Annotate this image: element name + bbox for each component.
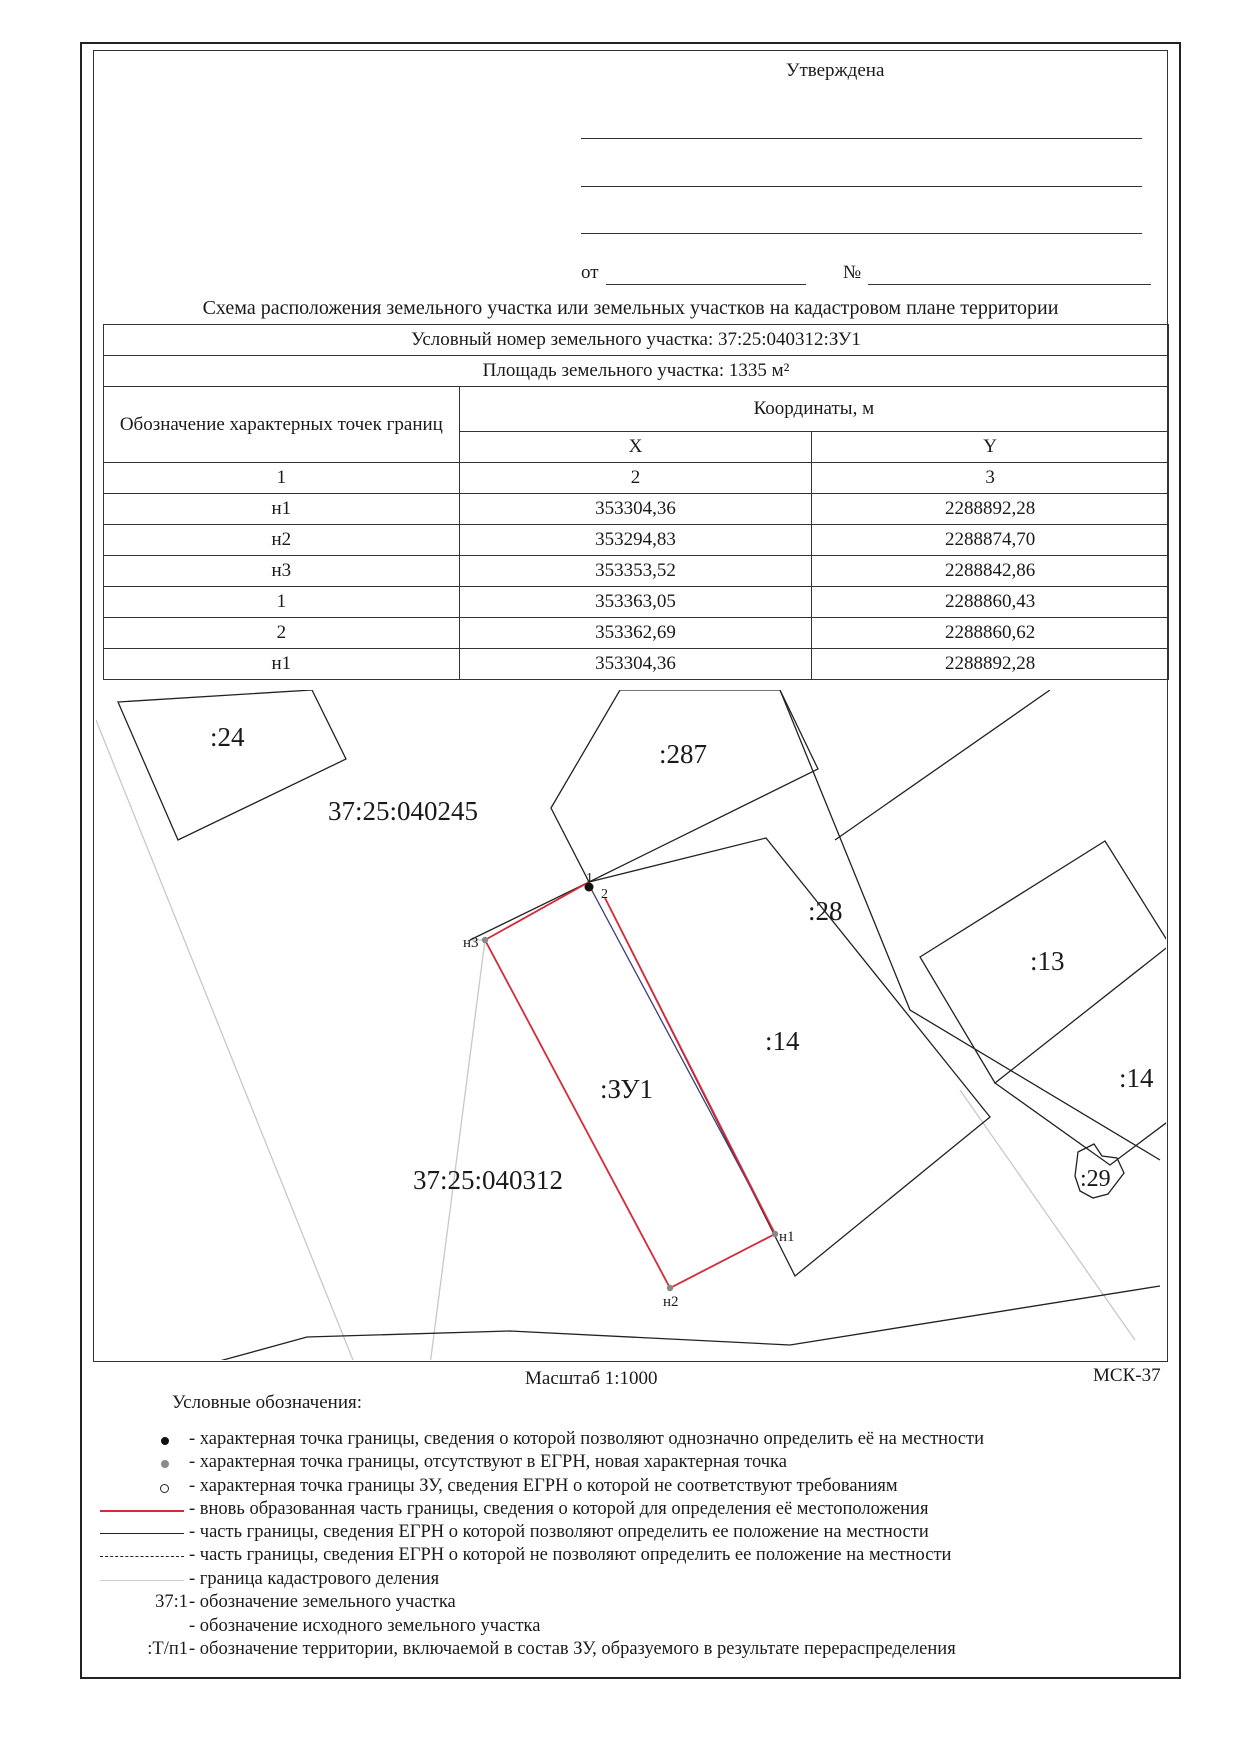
- point-n1-marker: [772, 1231, 778, 1237]
- legend-text: - характерная точка границы ЗУ, сведения ЕГРН о которой не соответствуют требованиям: [189, 1476, 898, 1496]
- coord-x: 353304,36: [459, 649, 812, 680]
- legend-text: - вновь образованная часть границы, сведения о которой для определения её местоположения: [189, 1499, 929, 1519]
- legend-item: [100, 1592, 1180, 1616]
- col-num: 2: [459, 463, 812, 494]
- legend-code: 37:1: [155, 1592, 188, 1612]
- parcel-24-boundary: [118, 690, 346, 840]
- scale-label: Масштаб 1:1000: [525, 1368, 658, 1389]
- col-header-coords: Координаты, м: [459, 387, 1168, 432]
- legend-title: Условные обозначения:: [172, 1392, 363, 1413]
- coord-x: 353353,52: [459, 556, 812, 587]
- table-row: [104, 494, 1169, 525]
- coord-y: 2288842,86: [812, 556, 1169, 587]
- coord-x: 353362,69: [459, 618, 812, 649]
- coordinates-table: [103, 324, 1169, 680]
- number-blank: [868, 284, 1151, 285]
- legend-code: :Т/п1: [147, 1639, 188, 1659]
- quarter-label-040245: 37:25:040245: [328, 796, 479, 826]
- scheme-title: Схема расположения земельного участка или земельных участков на кадастровом плане территории: [202, 297, 1059, 319]
- table-row: [104, 649, 1169, 680]
- parcel-14-boundary: [589, 838, 990, 1276]
- approval-line-3: [581, 233, 1142, 234]
- parcel-label-14: :14: [765, 1026, 800, 1056]
- legend-symbol-dashed-line: [100, 1545, 190, 1569]
- column-number-row: [104, 463, 1169, 494]
- parcel-14b-boundary: [995, 1083, 1166, 1165]
- legend-symbol-grey-line: [100, 1569, 190, 1593]
- legend-item: [100, 1429, 1180, 1453]
- table-row: [104, 525, 1169, 556]
- coord-x: 353304,36: [459, 494, 812, 525]
- point-label-n3: н3: [463, 935, 479, 951]
- point-name: н3: [104, 556, 460, 587]
- legend-item: [100, 1452, 1180, 1476]
- legend-text: - характерная точка границы, отсутствуют в ЕГРН, новая характерная точка: [189, 1452, 787, 1472]
- legend-text: - обозначение территории, включаемой в состав ЗУ, образуемого в результате перераспределения: [189, 1639, 956, 1659]
- legend-item: [100, 1522, 1180, 1546]
- point-name: н1: [104, 494, 460, 525]
- number-label: №: [843, 262, 862, 283]
- legend-symbol-solid-line: [100, 1522, 190, 1546]
- legend-symbol-grey-dot: [100, 1452, 190, 1476]
- coord-y: 2288860,43: [812, 587, 1169, 618]
- col-header-y: Y: [812, 432, 1169, 463]
- cadastral-division-line: [96, 720, 355, 1360]
- coordinate-system-label: МСК-37: [1093, 1365, 1161, 1386]
- parcel-boundary: [470, 882, 589, 940]
- table-row: [104, 618, 1169, 649]
- approval-line-2: [581, 186, 1142, 187]
- point-label-n2: н2: [663, 1294, 679, 1310]
- point-name: н1: [104, 649, 460, 680]
- table-row: [104, 556, 1169, 587]
- coord-y: 2288860,62: [812, 618, 1169, 649]
- point-n2-marker: [667, 1285, 673, 1291]
- legend-text: - граница кадастрового деления: [189, 1569, 440, 1589]
- point-label-n1: н1: [779, 1229, 795, 1245]
- coord-y: 2288874,70: [812, 525, 1169, 556]
- col-header-x: X: [459, 432, 812, 463]
- coord-x: 353363,05: [459, 587, 812, 618]
- col-num: 1: [104, 463, 460, 494]
- col-num: 3: [812, 463, 1169, 494]
- parcel-label-24: :24: [210, 722, 245, 752]
- parcel-label-zu1: :ЗУ1: [600, 1074, 653, 1104]
- legend-item: [100, 1569, 1180, 1593]
- cadastral-division-line: [430, 940, 485, 1360]
- legend-item: [100, 1499, 1180, 1523]
- parcel-label-29: :29: [1080, 1166, 1111, 1192]
- cadastral-division-line: [960, 1090, 1135, 1340]
- map-drawing: [96, 690, 1166, 1360]
- legend-item: [100, 1476, 1180, 1500]
- legend-text: - часть границы, сведения ЕГРН о которой не позволяют определить ее положение на местности: [189, 1545, 952, 1565]
- table-row: [104, 587, 1169, 618]
- point-name: 2: [104, 618, 460, 649]
- legend-symbol-black-dot: [100, 1429, 190, 1453]
- col-header-points: Обозначение характерных точек границ: [104, 387, 460, 463]
- legend-text: - характерная точка границы, сведения о которой позволяют однозначно определить её на местности: [189, 1429, 984, 1449]
- from-label: от: [581, 262, 599, 283]
- legend-item: [100, 1639, 1180, 1663]
- cadastral-map: [96, 690, 1166, 1360]
- parcel-boundary: [835, 690, 1050, 840]
- legend-item: [100, 1545, 1180, 1569]
- legend-symbol-hollow-dot: [100, 1476, 190, 1500]
- legend-text: - обозначение исходного земельного участка: [189, 1616, 541, 1636]
- coord-x: 353294,83: [459, 525, 812, 556]
- point-n3-marker: [482, 937, 488, 943]
- plot-area: Площадь земельного участка: 1335 м²: [104, 356, 1169, 387]
- approved-heading: Утверждена: [786, 60, 885, 81]
- approval-line-1: [581, 138, 1142, 139]
- coord-y: 2288892,28: [812, 494, 1169, 525]
- point-label-1: 1: [586, 871, 593, 886]
- point-label-2: 2: [601, 887, 608, 902]
- point-name: н2: [104, 525, 460, 556]
- legend-text: - обозначение земельного участка: [189, 1592, 456, 1612]
- conditional-number: Условный номер земельного участка: 37:25:040312:ЗУ1: [104, 325, 1169, 356]
- parcel-label-28: :28: [808, 896, 843, 926]
- parcel-label-14-right: :14: [1119, 1063, 1154, 1093]
- parcel-label-13: :13: [1030, 946, 1065, 976]
- legend-text: - часть границы, сведения ЕГРН о которой позволяют определить ее положение на местности: [189, 1522, 929, 1542]
- legend-symbol-red-line: [100, 1499, 190, 1523]
- parcel-label-287: :287: [659, 739, 708, 769]
- point-name: 1: [104, 587, 460, 618]
- legend-item: [100, 1616, 1180, 1640]
- coord-y: 2288892,28: [812, 649, 1169, 680]
- quarter-label-040312: 37:25:040312: [413, 1165, 564, 1195]
- date-blank: [606, 284, 806, 285]
